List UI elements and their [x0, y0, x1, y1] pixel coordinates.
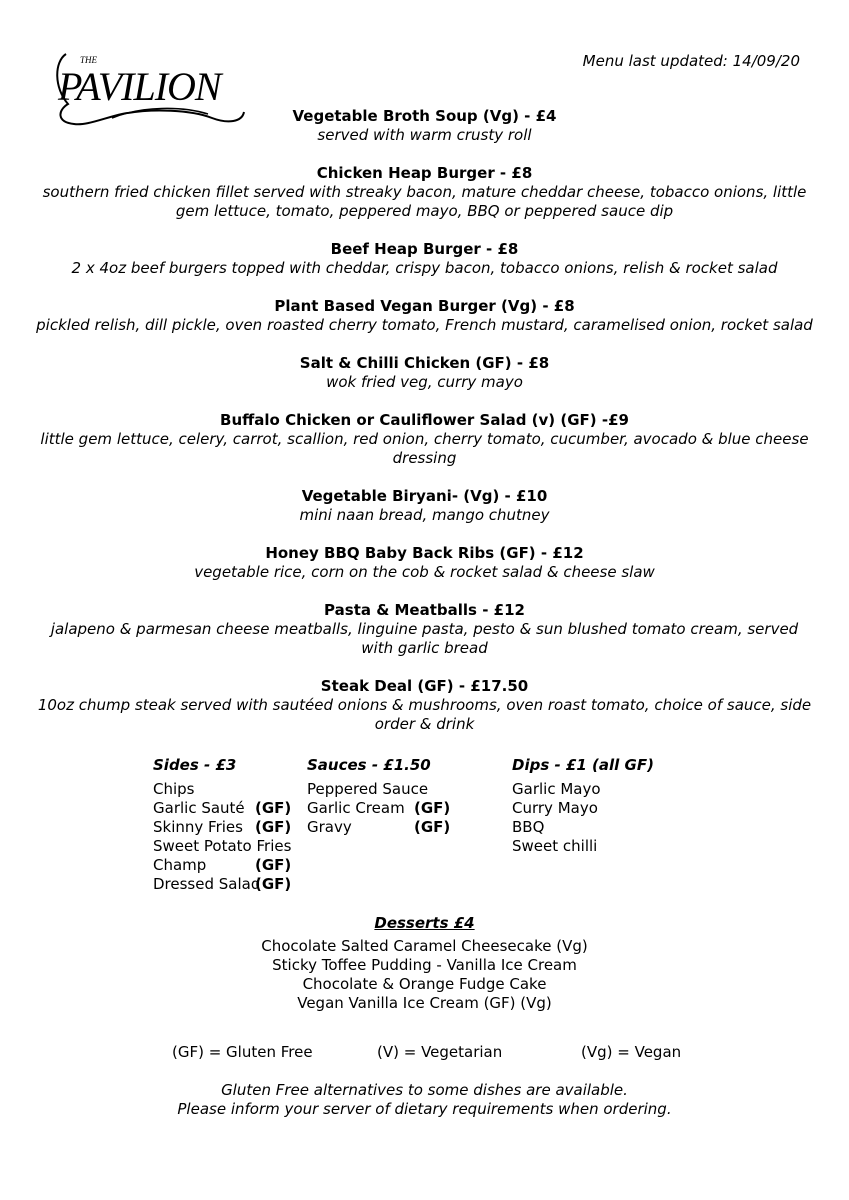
menu-item	[35, 354, 815, 392]
sauce-item	[307, 780, 457, 799]
menu-item	[35, 544, 815, 582]
dip-item-name: BBQ	[512, 818, 545, 836]
menu-item	[35, 677, 815, 734]
sauce-item-gf-tag: (GF)	[414, 818, 451, 836]
side-item	[153, 837, 303, 856]
side-item-name: Dressed Salad	[153, 875, 261, 893]
legend-vegan: (Vg) = Vegan	[581, 1043, 682, 1061]
menu-item	[35, 411, 815, 468]
dip-item	[512, 799, 712, 818]
sauce-item-name: Garlic Cream	[307, 799, 405, 817]
menu-item-title: Plant Based Vegan Burger (Vg) - £8	[274, 297, 575, 315]
legend-vegetarian: (V) = Vegetarian	[377, 1043, 503, 1061]
desserts-heading: Desserts £4	[374, 914, 475, 932]
allergy-note-line-2: Please inform your server of dietary requirements when ordering.	[177, 1100, 672, 1118]
menu-item-title: Salt & Chilli Chicken (GF) - £8	[299, 354, 550, 372]
dip-item	[512, 818, 712, 837]
menu-item-title: Honey BBQ Baby Back Ribs (GF) - £12	[265, 544, 584, 562]
side-item-name: Sweet Potato Fries	[153, 837, 292, 855]
side-item	[153, 818, 303, 837]
main-menu	[0, 107, 849, 753]
dip-item-name: Curry Mayo	[512, 799, 598, 817]
side-item	[153, 780, 303, 799]
logo-the: THE	[80, 55, 98, 65]
sauce-item	[307, 799, 457, 818]
menu-item	[35, 164, 815, 221]
dips-heading: Dips - £1 (all GF)	[512, 756, 654, 774]
sauce-item-gf-tag: (GF)	[414, 799, 451, 817]
dessert-item: Chocolate & Orange Fudge Cake	[302, 975, 547, 993]
side-item	[153, 875, 303, 894]
menu-updated-date: Menu last updated: 14/09/20	[582, 52, 800, 70]
menu-item-title: Buffalo Chicken or Cauliflower Salad (v) (GF) -£9	[220, 411, 629, 429]
side-item-name: Skinny Fries	[153, 818, 243, 836]
menu-item-description: 2 x 4oz beef burgers topped with cheddar, crispy bacon, tobacco onions, relish & rocket salad	[71, 259, 778, 277]
menu-item-title: Vegetable Broth Soup (Vg) - £4	[292, 107, 557, 125]
side-item-gf-tag: (GF)	[255, 818, 292, 836]
side-item-name: Garlic Sauté	[153, 799, 245, 817]
dip-item	[512, 780, 712, 799]
menu-item-description: served with warm crusty roll	[317, 126, 532, 144]
menu-item	[35, 240, 815, 278]
sauces-column	[307, 756, 457, 837]
sauce-item-name: Gravy	[307, 818, 352, 836]
allergy-note-line-1: Gluten Free alternatives to some dishes are available.	[221, 1081, 628, 1099]
menu-item-description: 10oz chump steak served with sautéed onions & mushrooms, oven roast tomato, choice of sauce, side order & drink	[37, 696, 812, 733]
legend-gluten-free: (GF) = Gluten Free	[172, 1043, 313, 1061]
dips-column	[512, 756, 712, 856]
sauce-item-name: Peppered Sauce	[307, 780, 429, 798]
dip-item	[512, 837, 712, 856]
side-item-gf-tag: (GF)	[255, 799, 292, 817]
dessert-item: Vegan Vanilla Ice Cream (GF) (Vg)	[297, 994, 552, 1012]
dessert-item: Sticky Toffee Pudding - Vanilla Ice Cream	[272, 956, 577, 974]
menu-item-description: vegetable rice, corn on the cob & rocket salad & cheese slaw	[194, 563, 655, 581]
menu-item	[35, 297, 815, 335]
menu-item-title: Steak Deal (GF) - £17.50	[320, 677, 529, 695]
sides-sauces-dips	[153, 756, 773, 896]
sauces-heading: Sauces - £1.50	[307, 756, 431, 774]
side-item	[153, 856, 303, 875]
menu-item-description: jalapeno & parmesan cheese meatballs, linguine pasta, pesto & sun blushed tomato cream, served with garlic bread	[50, 620, 799, 657]
menu-item-description: southern fried chicken fillet served with streaky bacon, mature cheddar cheese, tobacco onions, little gem lettuce, tomato, peppered mayo, BBQ or peppered sauce dip	[42, 183, 807, 220]
sauce-item	[307, 818, 457, 837]
menu-item-title: Pasta & Meatballs - £12	[324, 601, 525, 619]
dip-item-name: Garlic Mayo	[512, 780, 601, 798]
sides-column	[153, 756, 303, 894]
side-item	[153, 799, 303, 818]
menu-item-description: wok fried veg, curry mayo	[326, 373, 523, 391]
dessert-item: Chocolate Salted Caramel Cheesecake (Vg)	[261, 937, 588, 955]
side-item-gf-tag: (GF)	[255, 856, 292, 874]
desserts-section	[0, 914, 849, 1013]
side-item-name: Champ	[153, 856, 207, 874]
logo-wordmark: PAVILION	[58, 64, 221, 109]
menu-item	[35, 487, 815, 525]
dip-item-name: Sweet chilli	[512, 837, 598, 855]
allergy-note	[0, 1081, 849, 1119]
menu-item	[35, 107, 815, 145]
menu-item-title: Beef Heap Burger - £8	[330, 240, 519, 258]
menu-item-description: little gem lettuce, celery, carrot, scallion, red onion, cherry tomato, cucumber, avocado & blue cheese dressing	[40, 430, 809, 467]
menu-item-description: pickled relish, dill pickle, oven roasted cherry tomato, French mustard, caramelised onion, rocket salad	[36, 316, 813, 334]
menu-item-title: Chicken Heap Burger - £8	[316, 164, 533, 182]
menu-item-title: Vegetable Biryani- (Vg) - £10	[301, 487, 548, 505]
sides-heading: Sides - £3	[153, 756, 237, 774]
menu-item-description: mini naan bread, mango chutney	[299, 506, 550, 524]
menu-item	[35, 601, 815, 658]
side-item-name: Chips	[153, 780, 195, 798]
side-item-gf-tag: (GF)	[255, 875, 292, 893]
